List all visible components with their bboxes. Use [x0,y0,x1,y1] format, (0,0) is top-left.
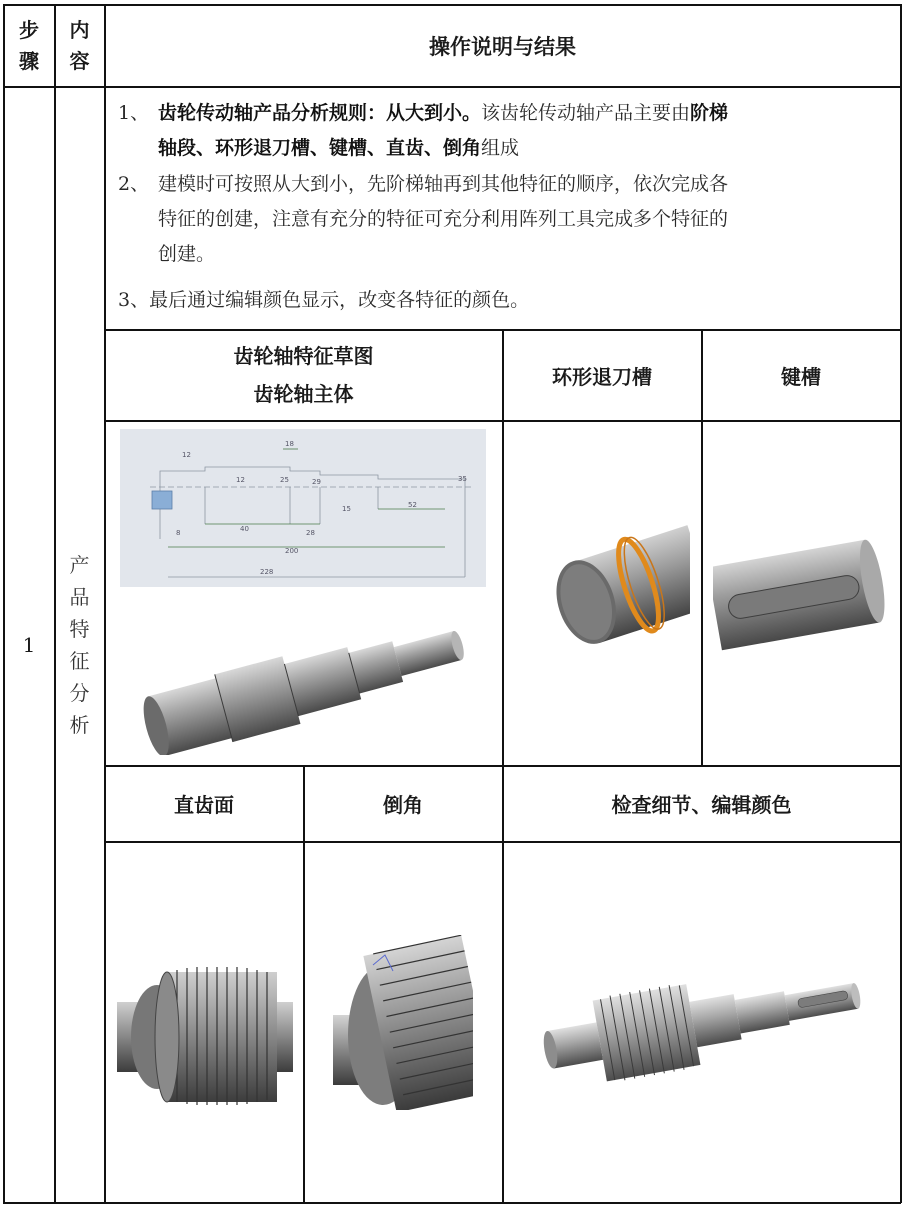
figure-header-keyway: 键槽 [781,364,821,389]
sketch-dim-label: 228 [260,568,274,576]
instruction-3: 3、最后通过编辑颜色显示，改变各特征的颜色。 [118,289,530,311]
sketch-dim-label: 35 [458,475,467,483]
sketch-dim-label: 12 [236,476,245,484]
sketch-dim-label: 25 [280,476,289,484]
sketch-dim-label: 40 [240,525,249,533]
figure-header-chamfer: 倒角 [383,793,423,817]
instruction-2: 2、 建模时可按照从大到小，先阶梯轴再到其他特征的顺序，依次完成各 特征的创建，注意有充分的特征可充分利用阵列工具完成多个特征的 创建。 [118,173,729,265]
shaft-body-image [120,595,490,755]
figure-header-finish: 检查细节、编辑颜色 [611,793,792,817]
header-description: 操作说明与结果 [429,34,576,59]
instruction-1: 1、 齿轮传动轴产品分析规则：从大到小。该齿轮传动轴产品主要由阶梯 轴段、环形退刀槽、键槽、直齿、倒角组成 [118,102,729,159]
sketch-dim-label: 12 [182,451,191,459]
header-step: 步骤 [19,17,39,73]
figure-header-sketch: 齿轮轴特征草图 齿轮轴主体 [233,344,374,406]
sketch-dim-label: 29 [312,478,321,486]
sketch-dim-label: 200 [285,547,299,555]
sketch-dim-label: 18 [285,440,294,448]
step-number: 1 [22,633,36,657]
figure-header-groove: 环形退刀槽 [552,364,652,389]
sketch-dim-label: 52 [408,501,417,509]
sketch-dim-label: 8 [176,529,181,537]
keyway-image [713,530,885,654]
figure-header-spur-teeth: 直齿面 [174,793,234,817]
content-label: 产品特征分析 [69,553,90,737]
sketch-dim-label: 15 [342,505,351,513]
finished-shaft-image [538,962,866,1082]
sketch-image [120,429,486,587]
groove-image [544,510,690,670]
spur-teeth-image [117,952,293,1117]
sketch-dim-label: 28 [306,529,315,537]
header-content: 内容 [69,17,90,73]
chamfer-image [333,935,473,1110]
